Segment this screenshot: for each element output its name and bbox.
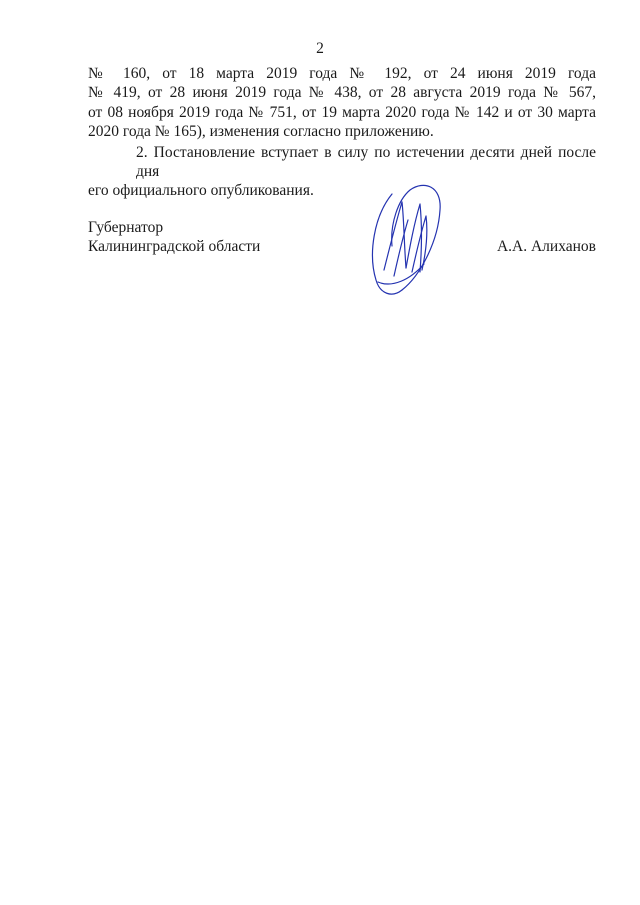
paragraph-effective-date [88,143,596,201]
handwritten-signature [362,176,444,300]
document-body [88,64,596,201]
paragraph-continuation [88,64,596,142]
signer-position-line2: Калининградской области [88,238,261,256]
text-line: его официального опубликования. [88,182,314,200]
text-line: № 160, от 18 марта 2019 года № 192, от 24 июня 2019 года [88,65,596,82]
signer-position-line1: Губернатор [88,219,164,236]
text-line: от 08 ноября 2019 года № 751, от 19 марта 2020 года № 142 и от 30 марта [88,103,596,121]
signature-block [88,218,596,257]
text-line: № 419, от 28 июня 2019 года № 438, от 28 августа 2019 года № 567, [88,84,596,102]
text-line: 2. Постановление вступает в силу по истечении десяти дней после дня [136,143,596,181]
signer-name: А.А. Алиханов [496,238,596,256]
page-number: 2 [316,40,324,57]
text-line: 2020 года № 165), изменения согласно приложению. [88,123,434,141]
